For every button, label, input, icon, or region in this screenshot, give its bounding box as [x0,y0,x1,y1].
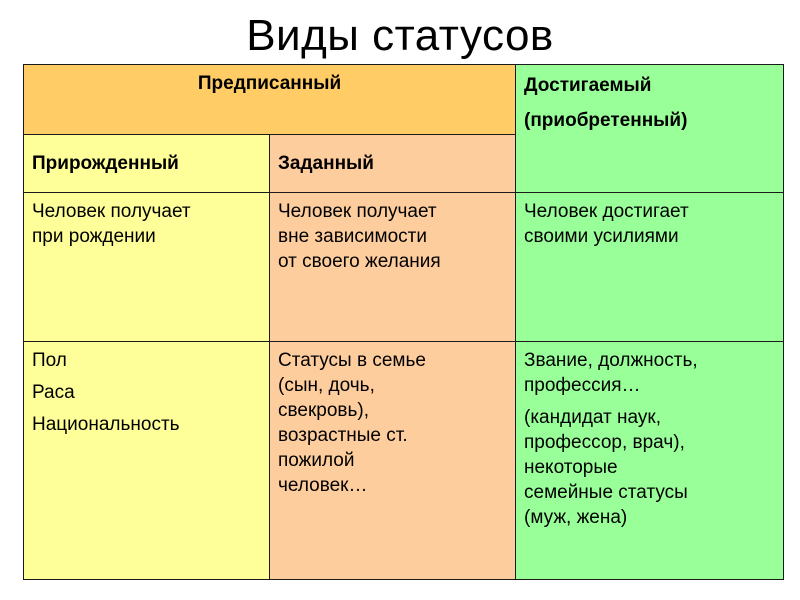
text-line: вне зависимости [278,226,427,247]
text-line: Звание, должность, [524,350,698,371]
header-achieved-sublabel: (приобретенный) [524,110,688,131]
cell-achieved-description [516,193,784,342]
table-header-row-1 [24,65,784,135]
table-row-description [24,193,784,342]
text-line: при рождении [32,226,156,247]
text-line: профессия… [524,375,641,396]
text-line: Статусы в семье [278,350,426,371]
text-line: пожилой [278,450,355,471]
text-line: своими усилиями [524,226,679,247]
text-line: семейные статусы [524,482,688,503]
text-line: Раса [32,382,75,403]
text-line: от своего желания [278,251,441,272]
text-line: профессор, врач), [524,432,685,453]
header-assigned-label: Заданный [278,153,374,174]
cell-innate-examples [24,342,270,580]
header-assigned [270,135,516,193]
text-line: Национальность [32,414,180,435]
header-innate-label: Прирожденный [32,153,179,174]
table-row-examples [24,342,784,580]
text-line: возрастные ст. [278,425,408,446]
status-types-table [23,64,784,580]
text-line: Человек получает [278,201,437,222]
text-line: Человек достигает [524,201,689,222]
header-achieved [516,65,784,193]
text-line: Человек получает [32,201,191,222]
cell-innate-description [24,193,270,342]
text-line: человек… [278,475,368,496]
text-line: (сын, дочь, [278,375,375,396]
cell-assigned-description [270,193,516,342]
cell-achieved-examples [516,342,784,580]
header-achieved-label: Достигаемый [524,75,652,96]
header-innate [24,135,270,193]
text-line: Пол [32,350,67,371]
header-prescribed-label: Предписанный [197,73,342,94]
cell-assigned-examples [270,342,516,580]
text-line: свекровь), [278,400,369,421]
slide-title: Виды статусов [246,11,554,60]
header-prescribed [24,65,516,135]
text-line: (муж, жена) [524,507,628,528]
text-line: (кандидат наук, [524,407,661,428]
text-line: некоторые [524,457,618,478]
